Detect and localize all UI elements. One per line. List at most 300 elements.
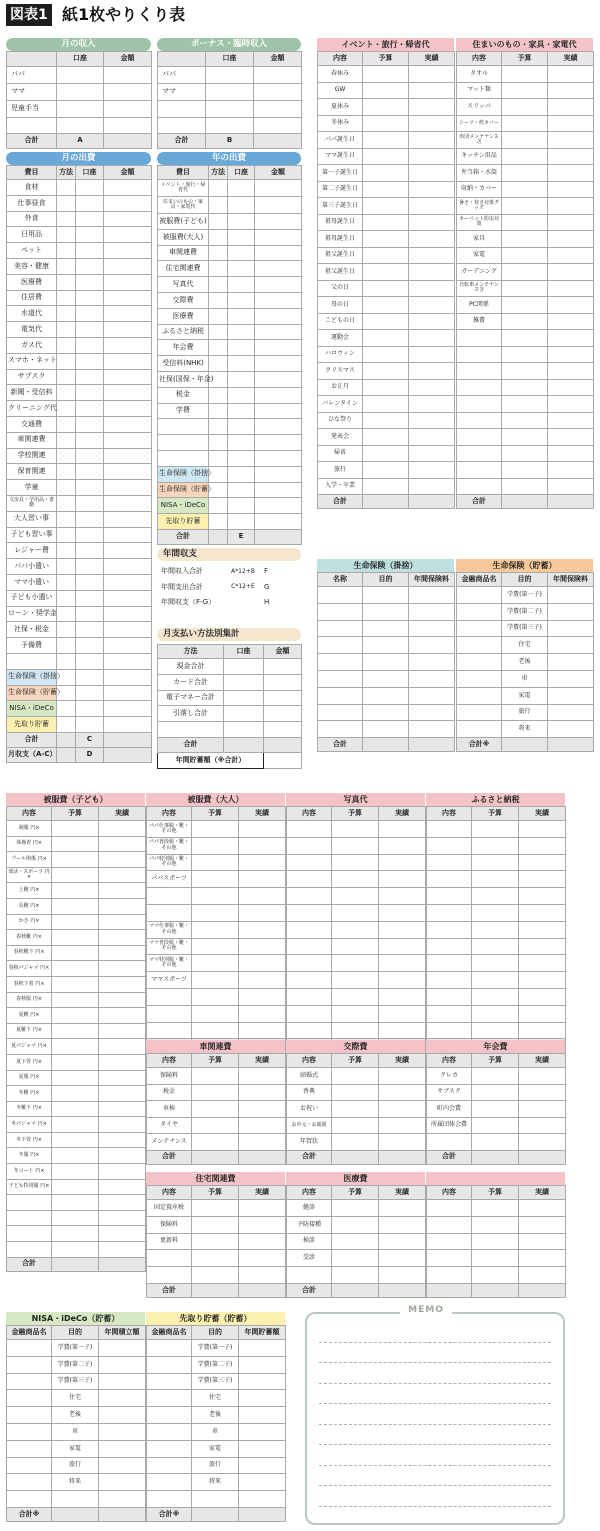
entry-cell[interactable] [76, 306, 104, 322]
entry-cell[interactable] [239, 1457, 286, 1474]
entry-cell[interactable] [76, 322, 104, 338]
entry-cell[interactable] [548, 148, 594, 165]
entry-cell[interactable] [104, 701, 152, 717]
entry-cell[interactable] [548, 445, 594, 462]
entry-cell[interactable] [99, 1242, 146, 1258]
entry-cell[interactable] [7, 1474, 52, 1491]
entry-cell[interactable] [409, 445, 455, 462]
entry-cell[interactable] [363, 603, 409, 620]
entry-cell[interactable] [57, 701, 76, 717]
entry-cell[interactable] [209, 277, 228, 293]
entry-cell[interactable] [548, 396, 594, 413]
entry-cell[interactable] [228, 466, 255, 482]
entry-cell[interactable] [254, 101, 302, 118]
entry-cell[interactable] [472, 921, 519, 938]
entry-cell[interactable] [147, 888, 192, 905]
entry-cell[interactable] [502, 346, 548, 363]
entry-cell[interactable] [99, 1356, 146, 1373]
entry-cell[interactable] [104, 480, 152, 496]
entry-cell[interactable] [76, 369, 104, 385]
entry-cell[interactable] [99, 1023, 146, 1039]
entry-cell[interactable] [7, 1440, 52, 1457]
entry-cell[interactable] [255, 292, 302, 308]
entry-cell[interactable] [318, 687, 363, 704]
entry-cell[interactable] [99, 1164, 146, 1180]
entry-cell[interactable] [519, 1068, 566, 1085]
entry-cell[interactable] [209, 214, 228, 230]
entry-cell[interactable] [7, 1340, 52, 1357]
entry-cell[interactable] [363, 620, 409, 637]
entry-cell[interactable] [192, 988, 239, 1005]
entry-cell[interactable] [228, 197, 255, 214]
entry-cell[interactable] [57, 67, 104, 84]
entry-cell[interactable] [228, 261, 255, 277]
entry-cell[interactable] [104, 416, 152, 432]
entry-cell[interactable] [99, 883, 146, 899]
entry-cell[interactable] [52, 1054, 99, 1070]
entry-cell[interactable] [548, 603, 594, 620]
entry-cell[interactable] [332, 1005, 379, 1022]
entry-cell[interactable] [104, 369, 152, 385]
entry-cell[interactable] [104, 590, 152, 606]
entry-cell[interactable] [427, 1200, 472, 1217]
entry-cell[interactable] [76, 464, 104, 480]
entry-cell[interactable] [409, 313, 455, 330]
entry-cell[interactable] [363, 115, 409, 132]
entry-cell[interactable] [427, 1005, 472, 1022]
entry-cell[interactable] [209, 435, 228, 451]
entry-cell[interactable] [52, 883, 99, 899]
entry-cell[interactable] [76, 480, 104, 496]
entry-cell[interactable] [287, 888, 332, 905]
entry-cell[interactable] [57, 448, 76, 464]
entry-cell[interactable] [239, 988, 286, 1005]
entry-cell[interactable] [104, 495, 152, 511]
entry-cell[interactable] [239, 1440, 286, 1457]
entry-cell[interactable] [548, 620, 594, 637]
entry-cell[interactable] [548, 82, 594, 99]
entry-cell[interactable] [99, 1474, 146, 1491]
entry-cell[interactable] [239, 1068, 286, 1085]
entry-cell[interactable] [379, 904, 426, 921]
entry-cell[interactable] [57, 559, 76, 575]
entry-cell[interactable] [287, 938, 332, 955]
entry-cell[interactable] [502, 132, 548, 149]
entry-cell[interactable] [264, 674, 302, 690]
entry-cell[interactable] [228, 245, 255, 261]
entry-cell[interactable] [548, 429, 594, 446]
entry-cell[interactable] [332, 1117, 379, 1134]
entry-cell[interactable] [76, 590, 104, 606]
entry-cell[interactable] [255, 229, 302, 245]
entry-cell[interactable] [228, 403, 255, 419]
entry-cell[interactable] [206, 101, 254, 118]
entry-cell[interactable] [104, 638, 152, 654]
entry-cell[interactable] [409, 603, 455, 620]
entry-cell[interactable] [548, 214, 594, 231]
entry-cell[interactable] [502, 297, 548, 314]
entry-cell[interactable] [332, 888, 379, 905]
entry-cell[interactable] [548, 670, 594, 687]
entry-cell[interactable] [7, 1242, 52, 1258]
entry-cell[interactable] [52, 1008, 99, 1024]
entry-cell[interactable] [427, 972, 472, 989]
entry-cell[interactable] [287, 988, 332, 1005]
entry-cell[interactable] [255, 324, 302, 340]
entry-cell[interactable] [379, 1233, 426, 1250]
entry-cell[interactable] [99, 1210, 146, 1226]
entry-cell[interactable] [427, 938, 472, 955]
entry-cell[interactable] [52, 1039, 99, 1055]
entry-cell[interactable] [287, 921, 332, 938]
entry-cell[interactable] [519, 1216, 566, 1233]
entry-cell[interactable] [147, 1440, 192, 1457]
entry-cell[interactable] [502, 66, 548, 83]
entry-cell[interactable] [472, 904, 519, 921]
entry-cell[interactable] [502, 247, 548, 264]
entry-cell[interactable] [472, 938, 519, 955]
entry-cell[interactable] [209, 197, 228, 214]
entry-cell[interactable] [104, 274, 152, 290]
entry-cell[interactable] [255, 498, 302, 514]
entry-cell[interactable] [209, 261, 228, 277]
entry-cell[interactable] [548, 115, 594, 132]
entry-cell[interactable] [548, 132, 594, 149]
entry-cell[interactable] [472, 1022, 519, 1039]
entry-cell[interactable] [363, 412, 409, 429]
entry-cell[interactable] [519, 837, 566, 854]
entry-cell[interactable] [472, 1101, 519, 1118]
entry-cell[interactable] [52, 961, 99, 977]
entry-cell[interactable] [379, 972, 426, 989]
entry-cell[interactable] [99, 867, 146, 883]
entry-cell[interactable] [264, 722, 302, 738]
entry-cell[interactable] [472, 821, 519, 838]
entry-cell[interactable] [548, 379, 594, 396]
entry-cell[interactable] [192, 1084, 239, 1101]
entry-cell[interactable] [57, 622, 76, 638]
entry-cell[interactable] [104, 243, 152, 259]
entry-cell[interactable] [57, 606, 76, 622]
entry-cell[interactable] [409, 429, 455, 446]
entry-cell[interactable] [548, 478, 594, 495]
entry-cell[interactable] [52, 976, 99, 992]
entry-cell[interactable] [76, 353, 104, 369]
entry-cell[interactable] [427, 1134, 472, 1151]
entry-cell[interactable] [427, 1250, 472, 1267]
entry-cell[interactable] [239, 821, 286, 838]
entry-cell[interactable] [472, 988, 519, 1005]
entry-cell[interactable] [548, 181, 594, 198]
entry-cell[interactable] [99, 1039, 146, 1055]
entry-cell[interactable] [228, 277, 255, 293]
entry-cell[interactable] [192, 888, 239, 905]
entry-cell[interactable] [427, 1216, 472, 1233]
entry-cell[interactable] [192, 938, 239, 955]
entry-cell[interactable] [52, 914, 99, 930]
entry-cell[interactable] [519, 1233, 566, 1250]
entry-cell[interactable] [76, 258, 104, 274]
entry-cell[interactable] [379, 854, 426, 871]
entry-cell[interactable] [363, 264, 409, 281]
entry-cell[interactable] [7, 1226, 52, 1242]
entry-cell[interactable] [287, 871, 332, 888]
entry-cell[interactable] [99, 1132, 146, 1148]
entry-cell[interactable] [147, 1250, 192, 1267]
entry-cell[interactable] [332, 1200, 379, 1217]
entry-cell[interactable] [76, 495, 104, 511]
entry-cell[interactable] [457, 687, 502, 704]
entry-cell[interactable] [287, 955, 332, 972]
entry-cell[interactable] [363, 280, 409, 297]
entry-cell[interactable] [57, 227, 76, 243]
entry-cell[interactable] [209, 387, 228, 403]
entry-cell[interactable] [57, 590, 76, 606]
entry-cell[interactable] [104, 306, 152, 322]
entry-cell[interactable] [76, 622, 104, 638]
entry-cell[interactable] [104, 101, 152, 118]
entry-cell[interactable] [409, 297, 455, 314]
entry-cell[interactable] [104, 511, 152, 527]
entry-cell[interactable] [332, 1101, 379, 1118]
entry-cell[interactable] [192, 1022, 239, 1039]
entry-cell[interactable] [57, 543, 76, 559]
entry-cell[interactable] [457, 346, 502, 363]
entry-cell[interactable] [409, 346, 455, 363]
entry-cell[interactable] [502, 165, 548, 182]
entry-cell[interactable] [332, 1084, 379, 1101]
entry-cell[interactable] [363, 181, 409, 198]
entry-cell[interactable] [192, 1117, 239, 1134]
entry-cell[interactable] [206, 67, 254, 84]
entry-cell[interactable] [228, 214, 255, 230]
entry-cell[interactable] [239, 1134, 286, 1151]
entry-cell[interactable] [255, 356, 302, 372]
entry-cell[interactable] [99, 1101, 146, 1117]
entry-cell[interactable] [409, 587, 455, 604]
entry-cell[interactable] [519, 1200, 566, 1217]
entry-cell[interactable] [228, 498, 255, 514]
entry-cell[interactable] [427, 1267, 472, 1284]
entry-cell[interactable] [255, 419, 302, 435]
entry-cell[interactable] [502, 264, 548, 281]
entry-cell[interactable] [332, 821, 379, 838]
entry-cell[interactable] [147, 1474, 192, 1491]
entry-cell[interactable] [104, 448, 152, 464]
entry-cell[interactable] [99, 961, 146, 977]
entry-cell[interactable] [209, 324, 228, 340]
entry-cell[interactable] [209, 514, 228, 530]
entry-cell[interactable] [519, 821, 566, 838]
entry-cell[interactable] [57, 118, 104, 134]
entry-cell[interactable] [99, 1373, 146, 1390]
entry-cell[interactable] [104, 559, 152, 575]
entry-cell[interactable] [427, 1233, 472, 1250]
entry-cell[interactable] [192, 1216, 239, 1233]
entry-cell[interactable] [379, 955, 426, 972]
entry-cell[interactable] [99, 992, 146, 1008]
entry-cell[interactable] [76, 574, 104, 590]
entry-cell[interactable] [147, 1373, 192, 1390]
entry-cell[interactable] [192, 921, 239, 938]
entry-cell[interactable] [228, 324, 255, 340]
entry-cell[interactable] [472, 888, 519, 905]
entry-cell[interactable] [264, 659, 302, 675]
entry-cell[interactable] [409, 280, 455, 297]
entry-cell[interactable] [239, 1005, 286, 1022]
entry-cell[interactable] [57, 353, 76, 369]
entry-cell[interactable] [519, 888, 566, 905]
entry-cell[interactable] [287, 854, 332, 871]
entry-cell[interactable] [457, 587, 502, 604]
entry-cell[interactable] [519, 904, 566, 921]
entry-cell[interactable] [192, 1101, 239, 1118]
entry-cell[interactable] [255, 261, 302, 277]
entry-cell[interactable] [57, 195, 76, 211]
entry-cell[interactable] [99, 1195, 146, 1211]
entry-cell[interactable] [7, 653, 57, 669]
entry-cell[interactable] [57, 84, 104, 101]
entry-cell[interactable] [363, 587, 409, 604]
entry-cell[interactable] [52, 1226, 99, 1242]
entry-cell[interactable] [147, 1423, 192, 1440]
entry-cell[interactable] [206, 118, 254, 134]
entry-cell[interactable] [99, 1340, 146, 1357]
entry-cell[interactable] [209, 403, 228, 419]
entry-cell[interactable] [287, 837, 332, 854]
entry-cell[interactable] [57, 432, 76, 448]
entry-cell[interactable] [228, 435, 255, 451]
entry-cell[interactable] [57, 337, 76, 353]
entry-cell[interactable] [99, 1179, 146, 1195]
entry-cell[interactable] [192, 871, 239, 888]
entry-cell[interactable] [472, 871, 519, 888]
entry-cell[interactable] [52, 1210, 99, 1226]
entry-cell[interactable] [255, 197, 302, 214]
entry-cell[interactable] [427, 955, 472, 972]
entry-cell[interactable] [409, 181, 455, 198]
entry-cell[interactable] [379, 938, 426, 955]
entry-cell[interactable] [104, 322, 152, 338]
entry-cell[interactable] [224, 659, 264, 675]
entry-cell[interactable] [472, 955, 519, 972]
entry-cell[interactable] [76, 227, 104, 243]
entry-cell[interactable] [332, 1216, 379, 1233]
entry-cell[interactable] [52, 1023, 99, 1039]
entry-cell[interactable] [287, 1022, 332, 1039]
entry-cell[interactable] [472, 1068, 519, 1085]
entry-cell[interactable] [239, 1267, 286, 1284]
entry-cell[interactable] [457, 445, 502, 462]
entry-cell[interactable] [104, 67, 152, 84]
entry-cell[interactable] [76, 448, 104, 464]
entry-cell[interactable] [239, 955, 286, 972]
entry-cell[interactable] [472, 854, 519, 871]
entry-cell[interactable] [332, 837, 379, 854]
entry-cell[interactable] [363, 247, 409, 264]
entry-cell[interactable] [228, 180, 255, 197]
entry-cell[interactable] [427, 988, 472, 1005]
entry-cell[interactable] [76, 211, 104, 227]
entry-cell[interactable] [7, 1407, 52, 1424]
entry-cell[interactable] [287, 1005, 332, 1022]
entry-cell[interactable] [228, 292, 255, 308]
entry-cell[interactable] [7, 1491, 52, 1508]
entry-cell[interactable] [224, 722, 264, 738]
entry-cell[interactable] [239, 972, 286, 989]
entry-cell[interactable] [427, 854, 472, 871]
entry-cell[interactable] [57, 464, 76, 480]
entry-cell[interactable] [548, 721, 594, 738]
entry-cell[interactable] [363, 231, 409, 248]
entry-cell[interactable] [52, 1070, 99, 1086]
entry-cell[interactable] [192, 837, 239, 854]
entry-cell[interactable] [76, 653, 104, 669]
entry-cell[interactable] [52, 1148, 99, 1164]
entry-cell[interactable] [76, 274, 104, 290]
entry-cell[interactable] [228, 482, 255, 498]
entry-cell[interactable] [427, 888, 472, 905]
entry-cell[interactable] [548, 247, 594, 264]
entry-cell[interactable] [254, 84, 302, 101]
entry-cell[interactable] [502, 148, 548, 165]
entry-cell[interactable] [57, 717, 76, 733]
entry-cell[interactable] [192, 904, 239, 921]
entry-cell[interactable] [147, 1407, 192, 1424]
entry-cell[interactable] [99, 836, 146, 852]
entry-cell[interactable] [192, 1250, 239, 1267]
entry-cell[interactable] [76, 527, 104, 543]
entry-cell[interactable] [147, 1457, 192, 1474]
entry-cell[interactable] [548, 297, 594, 314]
entry-cell[interactable] [427, 1022, 472, 1039]
entry-cell[interactable] [228, 356, 255, 372]
entry-cell[interactable] [363, 429, 409, 446]
entry-cell[interactable] [228, 419, 255, 435]
entry-cell[interactable] [239, 1407, 286, 1424]
entry-cell[interactable] [52, 930, 99, 946]
entry-cell[interactable] [57, 638, 76, 654]
entry-cell[interactable] [76, 559, 104, 575]
memo-box[interactable] [305, 1312, 565, 1525]
entry-cell[interactable] [409, 115, 455, 132]
entry-cell[interactable] [209, 229, 228, 245]
entry-cell[interactable] [99, 1457, 146, 1474]
entry-cell[interactable] [99, 1008, 146, 1024]
entry-cell[interactable] [409, 379, 455, 396]
entry-cell[interactable] [379, 988, 426, 1005]
entry-cell[interactable] [239, 1423, 286, 1440]
entry-cell[interactable] [158, 450, 209, 466]
entry-cell[interactable] [519, 1101, 566, 1118]
entry-cell[interactable] [332, 904, 379, 921]
entry-cell[interactable] [502, 82, 548, 99]
entry-cell[interactable] [318, 654, 363, 671]
entry-cell[interactable] [409, 132, 455, 149]
entry-cell[interactable] [332, 972, 379, 989]
entry-cell[interactable] [318, 670, 363, 687]
entry-cell[interactable] [158, 435, 209, 451]
entry-cell[interactable] [379, 1250, 426, 1267]
entry-cell[interactable] [548, 264, 594, 281]
entry-cell[interactable] [548, 687, 594, 704]
entry-cell[interactable] [409, 82, 455, 99]
entry-cell[interactable] [363, 363, 409, 380]
entry-cell[interactable] [206, 84, 254, 101]
entry-cell[interactable] [76, 337, 104, 353]
entry-cell[interactable] [548, 280, 594, 297]
entry-cell[interactable] [7, 1390, 52, 1407]
